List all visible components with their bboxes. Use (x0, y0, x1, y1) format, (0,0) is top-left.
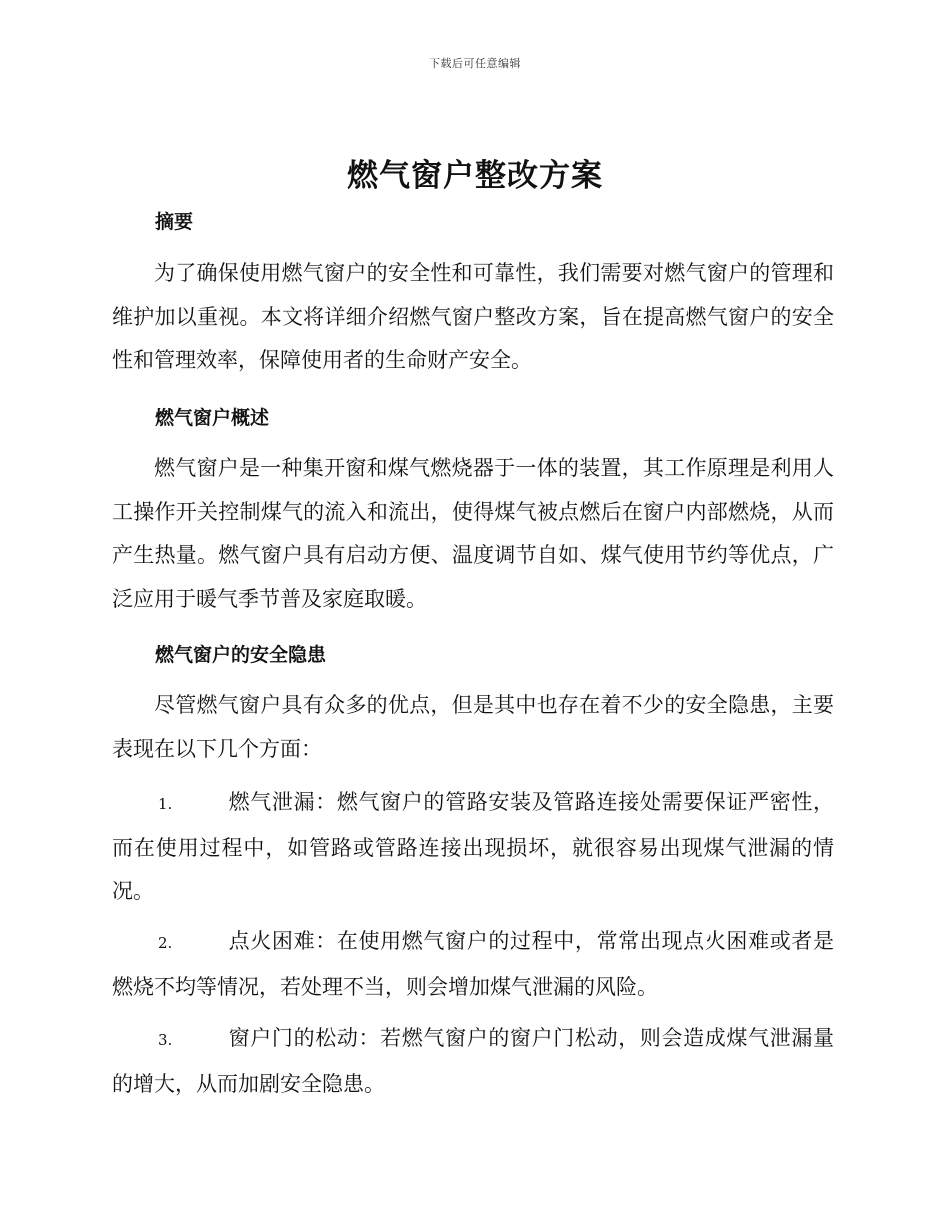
section-heading-hazards: 燃气窗户的安全隐患 (155, 644, 327, 666)
page-header-note: 下载后可任意编辑 (429, 57, 521, 70)
list-item-number: 2. (158, 934, 173, 952)
list-item (112, 781, 834, 914)
list-item-text: 点火困难：在使用燃气窗户的过程中，常常出现点火困难或者是燃烧不均等情况，若处理不当，则会增加煤气泄漏的风险。 (112, 929, 834, 999)
overview-paragraph: 燃气窗户是一种集开窗和煤气燃烧器于一体的装置，其工作原理是利用人工操作开关控制煤气的流入和流出，使得煤气被点燃后在窗户内部燃烧，从而产生热量。燃气窗户具有启动方便、温度调节自如、煤气使用节约等优点，广泛应用于暖气季节普及家庭取暖。 (112, 456, 834, 611)
list-item (112, 920, 834, 1009)
section-heading-summary: 摘要 (155, 211, 194, 233)
list-item-number: 1. (158, 795, 173, 813)
list-item (112, 1017, 834, 1106)
list-item-text: 窗户门的松动：若燃气窗户的窗户门松动，则会造成煤气泄漏量的增大，从而加剧安全隐患。 (112, 1026, 834, 1096)
list-item-number: 3. (158, 1031, 173, 1049)
section-heading-overview: 燃气窗户概述 (155, 407, 270, 429)
summary-paragraph: 为了确保使用燃气窗户的安全性和可靠性，我们需要对燃气窗户的管理和维护加以重视。本文将详细介绍燃气窗户整改方案，旨在提高燃气窗户的安全性和管理效率，保障使用者的生命财产安全。 (112, 261, 834, 372)
list-item-text: 燃气泄漏：燃气窗户的管路安装及管路连接处需要保证严密性，而在使用过程中，如管路或管路连接出现损坏，就很容易出现煤气泄漏的情况。 (112, 790, 834, 903)
document-title: 燃气窗户整改方案 (347, 158, 603, 194)
hazards-intro-paragraph: 尽管燃气窗户具有众多的优点，但是其中也存在着不少的安全隐患，主要表现在以下几个方面： (112, 693, 834, 761)
